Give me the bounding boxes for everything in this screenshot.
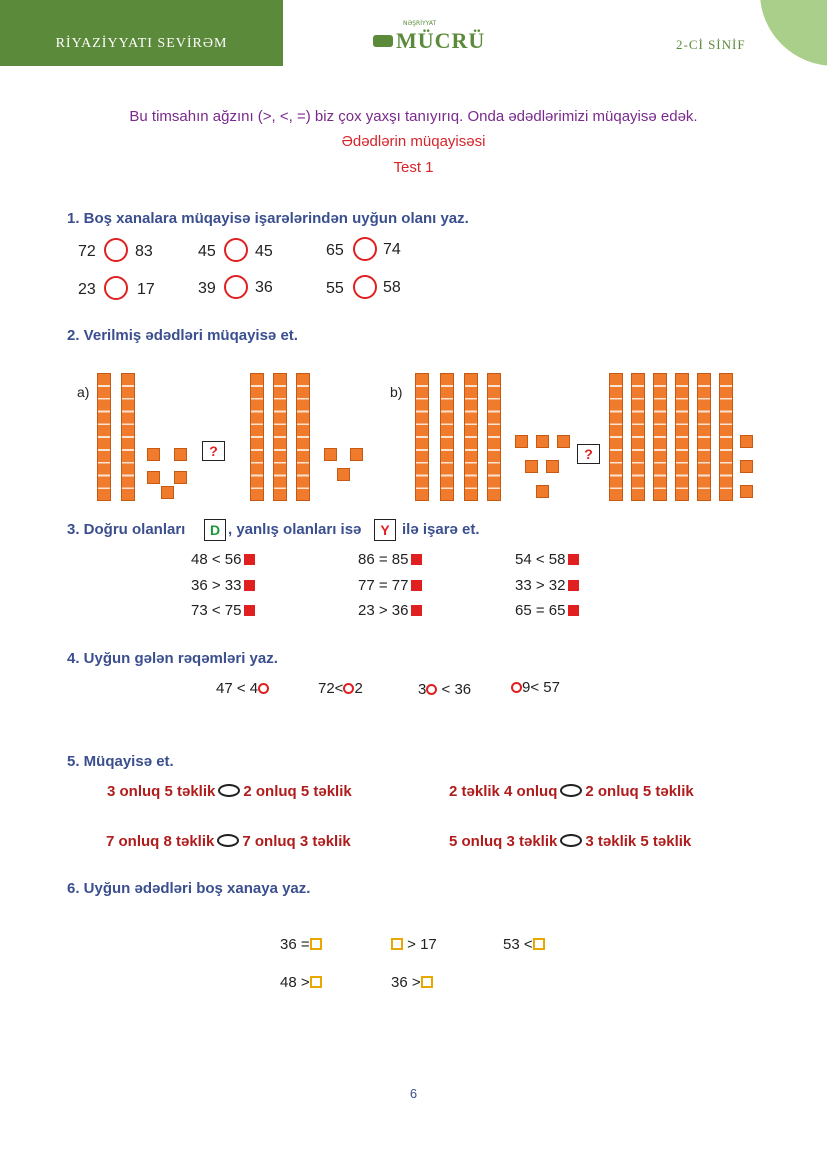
q4-left: 47 < 4	[216, 680, 259, 697]
q6-left: 36 =	[280, 936, 310, 953]
q4-heading: 4. Uyğun gələn rəqəmləri yaz.	[67, 650, 278, 667]
unit-cube	[161, 486, 174, 499]
q1-right-number: 17	[137, 281, 155, 298]
statement-text: 54 < 58	[515, 551, 566, 568]
digit-circle[interactable]	[426, 684, 437, 695]
unit-cube	[546, 460, 559, 473]
tens-rod	[631, 373, 645, 501]
tens-rod	[719, 373, 733, 501]
q3-heading	[67, 521, 185, 538]
q5-right: 2 onluq 5 təklik	[243, 783, 352, 800]
false-box: Y	[374, 519, 396, 541]
unit-cube	[525, 460, 538, 473]
q3-statement	[515, 577, 579, 594]
q3-title-part1: 3. Doğru olanları	[67, 521, 186, 538]
statement-text: 36 > 33	[191, 577, 242, 594]
q5-left: 5 onluq 3 təklik	[449, 833, 558, 850]
q3-statement	[515, 602, 579, 619]
answer-square[interactable]	[310, 976, 322, 988]
q5-heading: 5. Müqayisə et.	[67, 753, 174, 770]
corner-decoration	[760, 0, 827, 66]
unit-cube	[147, 471, 160, 484]
statement-text: 86 = 85	[358, 551, 409, 568]
digit-circle[interactable]	[258, 683, 269, 694]
q1-left-number: 39	[198, 280, 216, 297]
unit-cube	[557, 435, 570, 448]
q1-right-number: 83	[135, 243, 153, 260]
book-title: RİYAZİYYATI SEVİRƏM	[55, 36, 228, 51]
q6-item	[391, 936, 437, 953]
tens-rod	[697, 373, 711, 501]
tens-rod	[415, 373, 429, 501]
q5-left: 3 onluq 5 təklik	[107, 783, 216, 800]
tens-rod	[464, 373, 478, 501]
q5-right: 7 onluq 3 təklik	[242, 833, 351, 850]
q1-left-number: 65	[326, 242, 344, 259]
answer-box[interactable]	[411, 605, 422, 616]
statement-text: 23 > 36	[358, 602, 409, 619]
answer-box[interactable]	[244, 580, 255, 591]
q2-a-label: a)	[77, 384, 90, 400]
q6-left: 36 >	[391, 974, 421, 991]
q3-statement	[358, 577, 422, 594]
q5-left: 7 onluq 8 təklik	[106, 833, 215, 850]
q3-statement	[191, 602, 255, 619]
q1-left-number: 72	[78, 243, 96, 260]
unit-cube	[174, 448, 187, 461]
q1-answer-circle[interactable]	[224, 238, 248, 262]
answer-box[interactable]	[411, 580, 422, 591]
tens-rod	[675, 373, 689, 501]
q6-heading: 6. Uyğun ədədləri boş xanaya yaz.	[67, 880, 311, 897]
q1-heading: 1. Boş xanalara müqayisə işarələrindən uyğun olanı yaz.	[67, 210, 469, 227]
q2-heading: 2. Verilmiş ədədləri müqayisə et.	[67, 327, 298, 344]
compare-box[interactable]: ?	[577, 444, 600, 464]
q5-right: 2 onluq 5 təklik	[585, 783, 694, 800]
q6-left: 48 >	[280, 974, 310, 991]
unit-cube	[324, 448, 337, 461]
grade-label: 2-Cİ SİNİF	[676, 37, 746, 52]
q1-left-number: 23	[78, 281, 96, 298]
statement-text: 77 = 77	[358, 577, 409, 594]
statement-text: 48 < 56	[191, 551, 242, 568]
tens-rod	[250, 373, 264, 501]
q6-left: 53 <	[503, 936, 533, 953]
unit-cube	[515, 435, 528, 448]
q1-right-number: 58	[383, 279, 401, 296]
q6-item	[280, 974, 322, 991]
unit-cube	[536, 435, 549, 448]
q1-left-number: 55	[326, 280, 344, 297]
answer-box[interactable]	[568, 580, 579, 591]
q5-right: 3 təklik 5 təklik	[585, 833, 692, 850]
unit-cube	[350, 448, 363, 461]
compare-oval[interactable]	[218, 784, 240, 797]
q2-b-label: b)	[390, 384, 403, 400]
q1-right-number: 45	[255, 243, 273, 260]
answer-box[interactable]	[568, 605, 579, 616]
q3-statement	[191, 551, 255, 568]
unit-cube	[147, 448, 160, 461]
tens-rod	[121, 373, 135, 501]
q3-title-part2: , yanlış olanları isə	[228, 521, 362, 538]
logo-text: MÜCRÜ	[396, 28, 486, 53]
tens-rod	[653, 373, 667, 501]
q5-item	[107, 783, 352, 800]
q4-item	[511, 679, 560, 696]
answer-square[interactable]	[533, 938, 545, 950]
unit-cube	[740, 485, 753, 498]
q6-item	[391, 974, 433, 991]
q1-left-number: 45	[198, 243, 216, 260]
statement-text: 33 > 32	[515, 577, 566, 594]
q5-item	[449, 833, 691, 850]
q4-right: 9< 57	[522, 679, 560, 696]
unit-cube	[740, 460, 753, 473]
true-box: D	[204, 519, 226, 541]
tens-rod	[273, 373, 287, 501]
q1-answer-circle[interactable]	[353, 275, 377, 299]
digit-circle[interactable]	[511, 682, 522, 693]
q3-statement	[358, 551, 422, 568]
header-band	[0, 0, 283, 66]
compare-oval[interactable]	[560, 784, 582, 797]
compare-box[interactable]: ?	[202, 441, 225, 461]
tens-rod	[609, 373, 623, 501]
unit-cube	[740, 435, 753, 448]
answer-box[interactable]	[244, 605, 255, 616]
q5-item	[449, 783, 694, 800]
intro-text: Bu timsahın ağzını (>, <, =) biz çox yaxşı tanıyırıq. Onda ədədlərimizi müqayisə edək.	[129, 108, 698, 125]
q4-item	[318, 680, 363, 697]
tens-rod	[487, 373, 501, 501]
answer-square[interactable]	[310, 938, 322, 950]
answer-square[interactable]	[391, 938, 403, 950]
unit-cube	[536, 485, 549, 498]
q4-item	[418, 681, 471, 698]
answer-box[interactable]	[244, 554, 255, 565]
section-title: Ədədlərin müqayisəsi	[341, 133, 486, 150]
tens-rod	[296, 373, 310, 501]
q1-answer-circle[interactable]	[104, 238, 128, 262]
q3-title-part3: ilə işarə et.	[402, 521, 480, 538]
q4-left: 3	[418, 681, 427, 698]
answer-square[interactable]	[421, 976, 433, 988]
q5-item	[106, 833, 351, 850]
q1-right-number: 74	[383, 241, 401, 258]
tens-rod	[440, 373, 454, 501]
q4-right: 2	[354, 680, 363, 697]
q6-right: > 17	[403, 936, 437, 953]
publisher-logo	[373, 20, 486, 54]
logo-small-text: NƏŞRİYYAT	[403, 20, 437, 27]
q4-item	[216, 680, 269, 697]
page-number: 6	[409, 1086, 418, 1101]
q6-item	[280, 936, 322, 953]
statement-text: 73 < 75	[191, 602, 242, 619]
q1-answer-circle[interactable]	[224, 275, 248, 299]
answer-box[interactable]	[568, 554, 579, 565]
q4-left: 72<	[318, 680, 344, 697]
statement-text: 65 = 65	[515, 602, 566, 619]
logo-icon	[373, 35, 393, 47]
q1-answer-circle[interactable]	[353, 237, 377, 261]
q3-statement	[358, 602, 422, 619]
unit-cube	[337, 468, 350, 481]
q5-left: 2 təklik 4 onluq	[449, 783, 558, 800]
unit-cube	[174, 471, 187, 484]
q3-statement	[191, 577, 255, 594]
tens-rod	[97, 373, 111, 501]
compare-oval[interactable]	[560, 834, 582, 847]
q1-answer-circle[interactable]	[104, 276, 128, 300]
q3-statement	[515, 551, 579, 568]
digit-circle[interactable]	[343, 683, 354, 694]
compare-oval[interactable]	[217, 834, 239, 847]
q6-item	[503, 936, 545, 953]
q1-right-number: 36	[255, 279, 273, 296]
q4-right: < 36	[437, 681, 472, 698]
answer-box[interactable]	[411, 554, 422, 565]
test-title: Test 1	[393, 159, 434, 176]
